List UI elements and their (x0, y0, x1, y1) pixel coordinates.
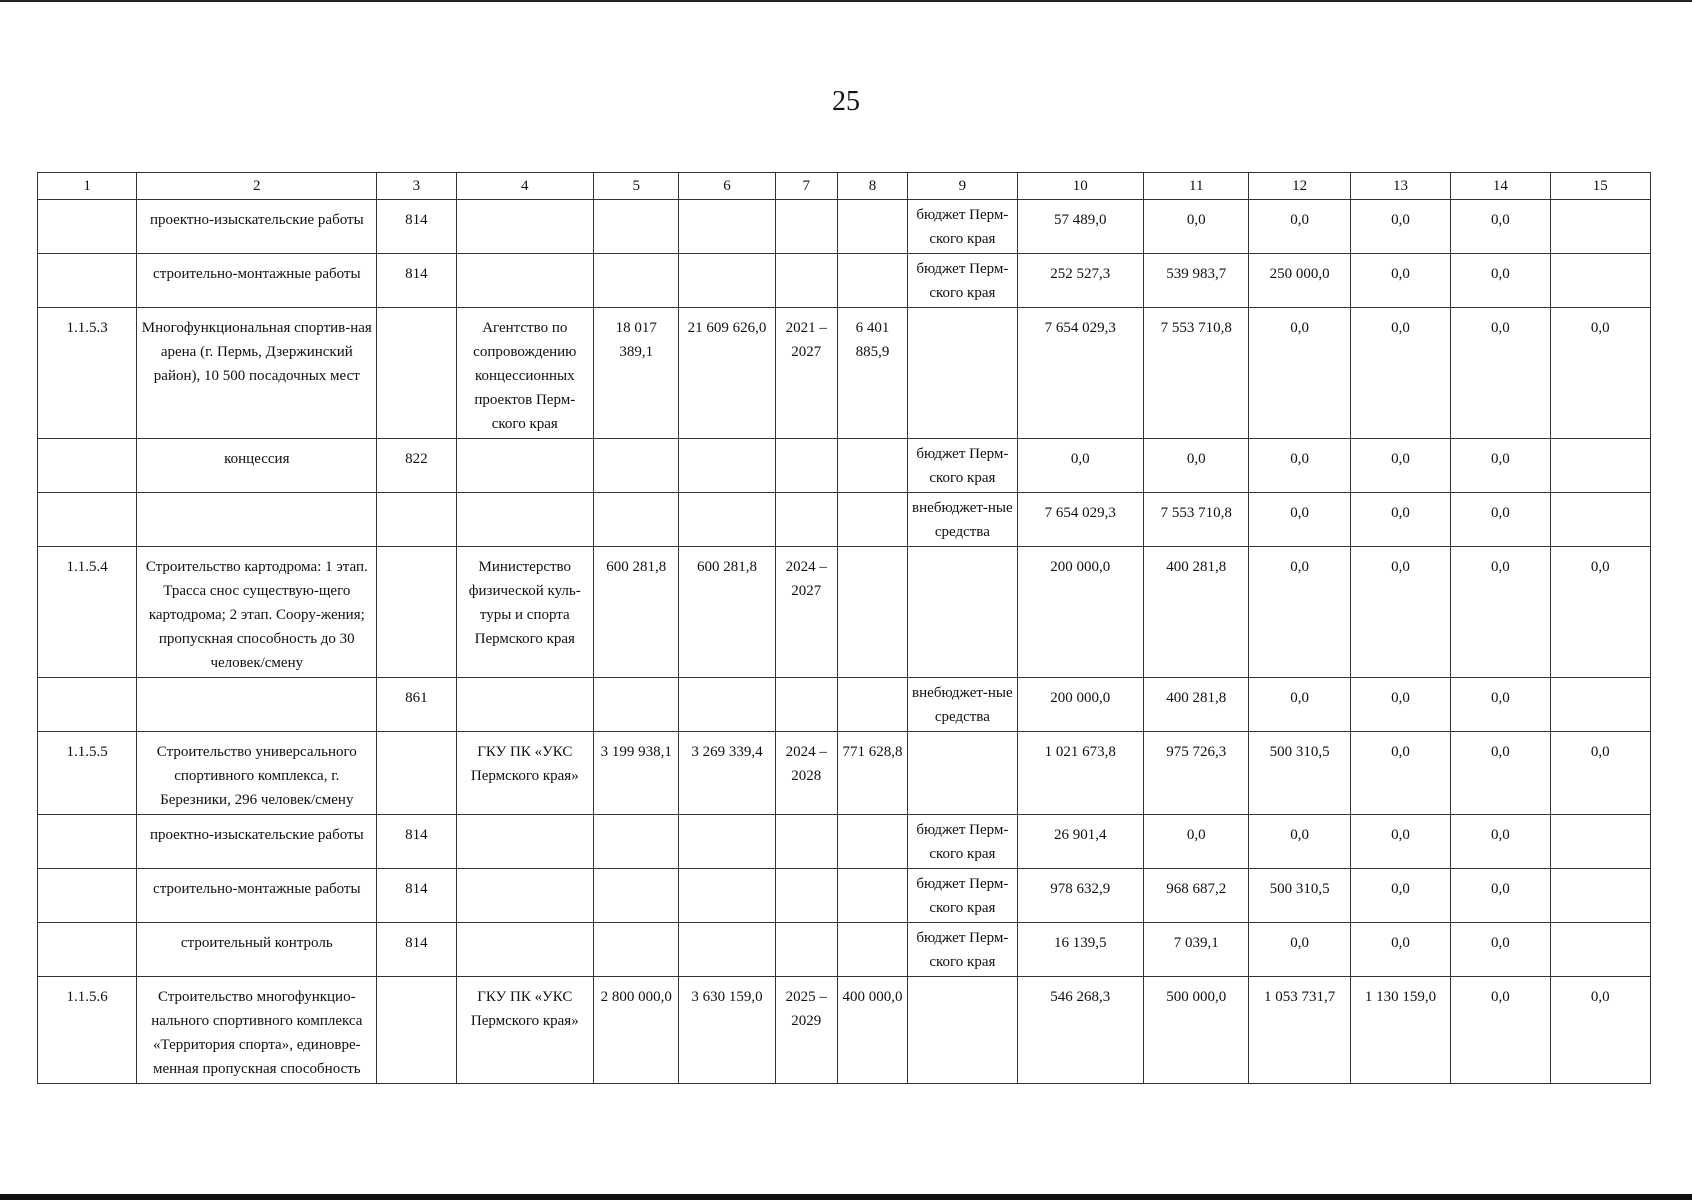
table-cell: 2024 – 2028 (775, 732, 837, 815)
table-cell: 7 553 710,8 (1144, 308, 1249, 439)
table-cell (775, 439, 837, 493)
table-cell: 0,0 (1017, 439, 1143, 493)
table-cell: 1.1.5.4 (38, 547, 137, 678)
table-cell (679, 815, 775, 869)
table-cell: 0,0 (1350, 732, 1450, 815)
table-cell: 7 039,1 (1144, 923, 1249, 977)
table-cell: Многофункциональная спортив-ная арена (г. Пермь, Дзержинский район), 10 500 посадочных мест (137, 308, 377, 439)
table-cell: 0,0 (1451, 439, 1550, 493)
table-cell: 200 000,0 (1017, 547, 1143, 678)
table-cell: 26 901,4 (1017, 815, 1143, 869)
table-cell (137, 678, 377, 732)
table-cell: 0,0 (1550, 732, 1650, 815)
table-cell: 0,0 (1249, 547, 1350, 678)
table-cell: Строительство многофункцио-нального спортивного комплекса «Территория спорта», единовре-менная пропускная способность (137, 977, 377, 1084)
table-cell (456, 869, 594, 923)
table-cell: 0,0 (1451, 254, 1550, 308)
table-cell (775, 254, 837, 308)
table-cell (837, 815, 907, 869)
table-cell (594, 923, 679, 977)
table-cell: 0,0 (1451, 977, 1550, 1084)
table-cell (837, 678, 907, 732)
table-cell: 400 281,8 (1144, 547, 1249, 678)
table-cell (679, 493, 775, 547)
table-cell: 3 269 339,4 (679, 732, 775, 815)
col-header: 5 (594, 173, 679, 200)
table-cell: 0,0 (1451, 200, 1550, 254)
table-cell (38, 200, 137, 254)
table-row (38, 493, 1651, 547)
col-header: 14 (1451, 173, 1550, 200)
table-cell: 0,0 (1350, 439, 1450, 493)
table-cell (377, 493, 456, 547)
table-cell: 0,0 (1350, 493, 1450, 547)
col-header: 13 (1350, 173, 1450, 200)
table-cell (1550, 869, 1650, 923)
table-cell: 0,0 (1249, 308, 1350, 439)
table-cell: 7 654 029,3 (1017, 493, 1143, 547)
table-cell: ГКУ ПК «УКС Пермского края» (456, 732, 594, 815)
table-cell: Агентство по сопровождению концессионных проектов Перм-ского края (456, 308, 594, 439)
table-cell: 200 000,0 (1017, 678, 1143, 732)
table-cell (456, 439, 594, 493)
col-header: 12 (1249, 173, 1350, 200)
table-row (38, 254, 1651, 308)
table-cell: 3 199 938,1 (594, 732, 679, 815)
table-cell: 500 310,5 (1249, 869, 1350, 923)
table-cell: 0,0 (1249, 923, 1350, 977)
table-cell (679, 254, 775, 308)
table-cell: 0,0 (1350, 815, 1450, 869)
table-cell (1550, 254, 1650, 308)
table-cell: 0,0 (1350, 678, 1450, 732)
table-cell (594, 815, 679, 869)
table-cell: 0,0 (1350, 923, 1450, 977)
table-cell (594, 254, 679, 308)
table-cell (775, 200, 837, 254)
table-cell (594, 493, 679, 547)
table-cell: 2 800 000,0 (594, 977, 679, 1084)
table-row (38, 200, 1651, 254)
table-row (38, 732, 1651, 815)
table-cell (837, 923, 907, 977)
table-cell (594, 200, 679, 254)
table-row (38, 308, 1651, 439)
table-cell: внебюджет-ные средства (908, 678, 1017, 732)
table-cell: 3 630 159,0 (679, 977, 775, 1084)
table-cell (377, 732, 456, 815)
table-cell: 252 527,3 (1017, 254, 1143, 308)
table-cell: 500 000,0 (1144, 977, 1249, 1084)
table-cell (775, 815, 837, 869)
table-cell (137, 493, 377, 547)
table-cell (679, 869, 775, 923)
table-row (38, 439, 1651, 493)
table-cell: 1.1.5.3 (38, 308, 137, 439)
table-cell: 600 281,8 (679, 547, 775, 678)
col-header: 9 (908, 173, 1017, 200)
table-cell: 814 (377, 869, 456, 923)
table-cell: 2025 – 2029 (775, 977, 837, 1084)
table-cell: 2021 – 2027 (775, 308, 837, 439)
table-cell: 861 (377, 678, 456, 732)
table-cell: 1 021 673,8 (1017, 732, 1143, 815)
table-cell (456, 923, 594, 977)
table-cell: Строительство универсального спортивного комплекса, г. Березники, 296 человек/смену (137, 732, 377, 815)
table-cell: 0,0 (1550, 977, 1650, 1084)
col-header: 1 (38, 173, 137, 200)
col-header: 10 (1017, 173, 1143, 200)
col-header: 15 (1550, 173, 1650, 200)
table-cell: 0,0 (1249, 439, 1350, 493)
table-cell (679, 923, 775, 977)
table-cell (775, 678, 837, 732)
table-cell (908, 732, 1017, 815)
table-cell: внебюджет-ные средства (908, 493, 1017, 547)
table-cell: 975 726,3 (1144, 732, 1249, 815)
table-cell (38, 923, 137, 977)
table-cell: 0,0 (1144, 815, 1249, 869)
table-row (38, 977, 1651, 1084)
table-cell: 0,0 (1350, 869, 1450, 923)
table-cell: бюджет Перм-ского края (908, 439, 1017, 493)
table-cell (38, 493, 137, 547)
col-header: 6 (679, 173, 775, 200)
table-row (38, 547, 1651, 678)
table-cell (679, 439, 775, 493)
table-cell (38, 254, 137, 308)
table-cell: 1 130 159,0 (1350, 977, 1450, 1084)
table-cell (38, 678, 137, 732)
table-cell (837, 493, 907, 547)
table-cell (38, 869, 137, 923)
column-number-row (38, 173, 1651, 200)
table-cell (456, 200, 594, 254)
table-cell: бюджет Перм-ского края (908, 254, 1017, 308)
table-cell: 0,0 (1249, 493, 1350, 547)
table-cell (837, 200, 907, 254)
table-cell (377, 977, 456, 1084)
col-header: 2 (137, 173, 377, 200)
table-cell: бюджет Перм-ского края (908, 815, 1017, 869)
table-cell: 814 (377, 254, 456, 308)
table-cell (377, 308, 456, 439)
table-cell (908, 977, 1017, 1084)
page-number: 25 (832, 86, 860, 117)
table-cell: строительно-монтажные работы (137, 869, 377, 923)
table-cell (837, 254, 907, 308)
table-cell (377, 547, 456, 678)
table-cell (679, 200, 775, 254)
table-cell (775, 923, 837, 977)
table-cell: 0,0 (1550, 547, 1650, 678)
table-cell: 1.1.5.5 (38, 732, 137, 815)
table-cell (456, 254, 594, 308)
table-cell: ГКУ ПК «УКС Пермского края» (456, 977, 594, 1084)
table-cell (594, 869, 679, 923)
table-cell (908, 547, 1017, 678)
table-cell (775, 869, 837, 923)
table-cell (1550, 815, 1650, 869)
table-cell: 400 000,0 (837, 977, 907, 1084)
table-cell: 0,0 (1249, 200, 1350, 254)
table-cell: 0,0 (1451, 869, 1550, 923)
table-cell: Строительство картодрома: 1 этап. Трасса снос существую-щего картодрома; 2 этап. Соору-жения; пропускная способность до 30 человек/смену (137, 547, 377, 678)
table-cell (456, 493, 594, 547)
table-cell: Министерство физической куль-туры и спорта Пермского края (456, 547, 594, 678)
table-cell: 822 (377, 439, 456, 493)
table-cell (38, 815, 137, 869)
table-cell: 57 489,0 (1017, 200, 1143, 254)
table-cell (38, 439, 137, 493)
col-header: 11 (1144, 173, 1249, 200)
table-cell (679, 678, 775, 732)
table-cell: 814 (377, 815, 456, 869)
table-cell: 0,0 (1451, 493, 1550, 547)
table-cell (837, 869, 907, 923)
table-cell: строительно-монтажные работы (137, 254, 377, 308)
bottom-border-line (0, 1194, 1692, 1200)
table-cell (908, 308, 1017, 439)
table-cell: 0,0 (1451, 923, 1550, 977)
table-cell: 978 632,9 (1017, 869, 1143, 923)
table-cell: 16 139,5 (1017, 923, 1143, 977)
col-header: 4 (456, 173, 594, 200)
table-cell: 0,0 (1451, 547, 1550, 678)
table-row (38, 815, 1651, 869)
table-cell (1550, 439, 1650, 493)
table-row (38, 923, 1651, 977)
table-cell (594, 439, 679, 493)
table-cell: бюджет Перм-ского края (908, 923, 1017, 977)
table-cell: бюджет Перм-ского края (908, 200, 1017, 254)
table-cell: 0,0 (1350, 308, 1450, 439)
table-cell: 814 (377, 923, 456, 977)
table-cell (456, 815, 594, 869)
table-cell: 0,0 (1249, 678, 1350, 732)
table-cell: 968 687,2 (1144, 869, 1249, 923)
table-cell (1550, 200, 1650, 254)
table-cell: 0,0 (1451, 732, 1550, 815)
table-cell (1550, 923, 1650, 977)
table-cell: концессия (137, 439, 377, 493)
table-row (38, 678, 1651, 732)
table-cell: 18 017 389,1 (594, 308, 679, 439)
table-cell: 250 000,0 (1249, 254, 1350, 308)
table-cell (837, 439, 907, 493)
table-cell: проектно-изыскательские работы (137, 815, 377, 869)
table-cell: 0,0 (1144, 200, 1249, 254)
table-cell: проектно-изыскательские работы (137, 200, 377, 254)
table-cell (1550, 493, 1650, 547)
table-cell: строительный контроль (137, 923, 377, 977)
table-cell: 600 281,8 (594, 547, 679, 678)
table-cell: 0,0 (1350, 547, 1450, 678)
table-cell: 814 (377, 200, 456, 254)
table-cell: 400 281,8 (1144, 678, 1249, 732)
table-cell: 0,0 (1451, 678, 1550, 732)
table-cell: 7 654 029,3 (1017, 308, 1143, 439)
table-cell: 1 053 731,7 (1249, 977, 1350, 1084)
table-row (38, 869, 1651, 923)
table-cell (837, 547, 907, 678)
table-cell: 0,0 (1451, 308, 1550, 439)
table-cell: 771 628,8 (837, 732, 907, 815)
table-cell: 500 310,5 (1249, 732, 1350, 815)
col-header: 3 (377, 173, 456, 200)
table-cell (456, 678, 594, 732)
table-cell: 2024 – 2027 (775, 547, 837, 678)
budget-table (37, 172, 1651, 1084)
table-cell: 21 609 626,0 (679, 308, 775, 439)
table-cell (1550, 678, 1650, 732)
table-cell: 0,0 (1350, 200, 1450, 254)
table-cell: 0,0 (1350, 254, 1450, 308)
table-cell (775, 493, 837, 547)
col-header: 8 (837, 173, 907, 200)
col-header: 7 (775, 173, 837, 200)
table-cell: 7 553 710,8 (1144, 493, 1249, 547)
table-cell: 1.1.5.6 (38, 977, 137, 1084)
table-cell: 0,0 (1451, 815, 1550, 869)
table-cell: 0,0 (1550, 308, 1650, 439)
table-cell: 0,0 (1249, 815, 1350, 869)
table-cell: 6 401 885,9 (837, 308, 907, 439)
table-cell (594, 678, 679, 732)
top-border-line (0, 0, 1692, 2)
table-cell: 539 983,7 (1144, 254, 1249, 308)
table-cell: бюджет Перм-ского края (908, 869, 1017, 923)
table-cell: 0,0 (1144, 439, 1249, 493)
table-cell: 546 268,3 (1017, 977, 1143, 1084)
